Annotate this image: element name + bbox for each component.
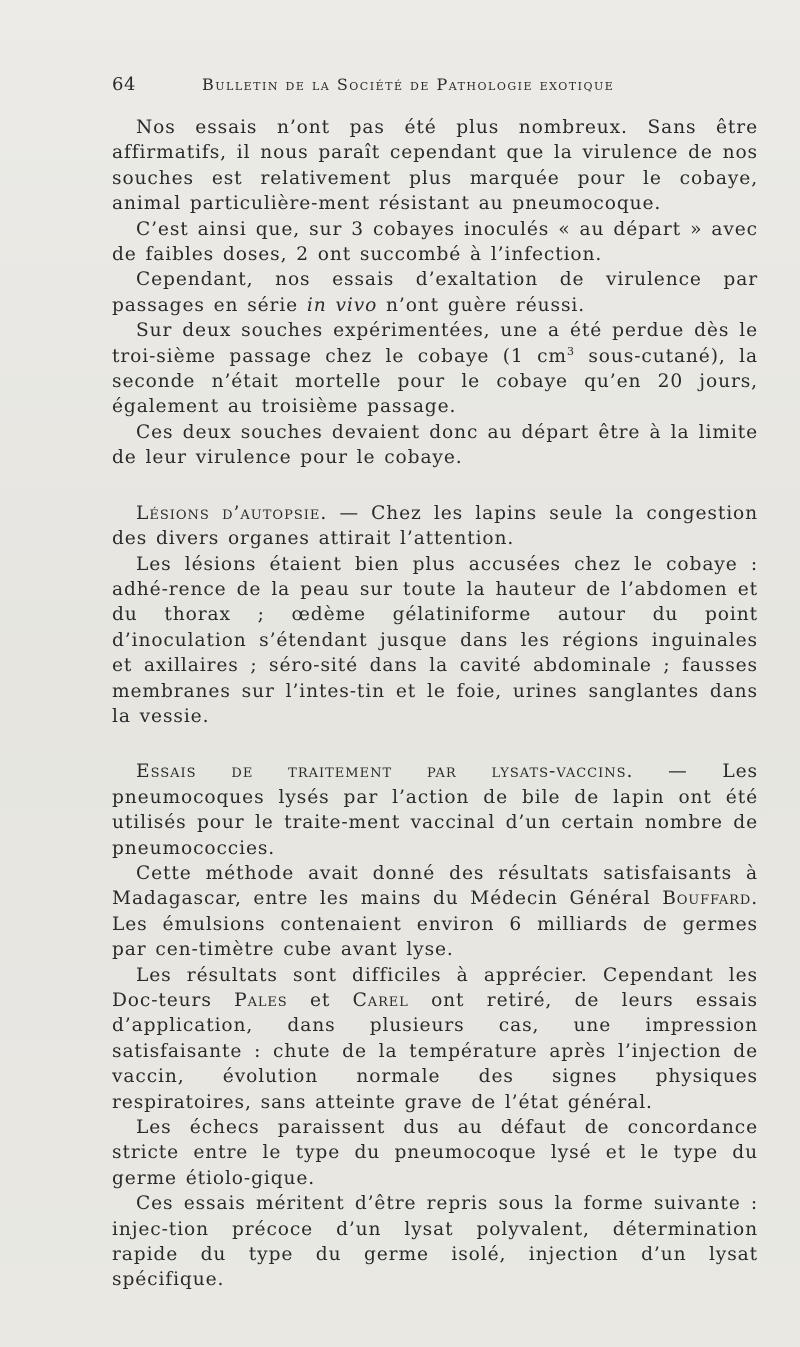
superscript: 3 — [566, 344, 575, 358]
section-gap — [112, 471, 758, 501]
author-name: Pales — [234, 990, 288, 1011]
paragraph-resultats — [112, 963, 758, 1115]
paragraph-text: sous-cutané), la seconde n’était mortelle pour le cobaye qu’en 20 jours, également au troisième passage. — [112, 345, 758, 418]
paragraph-essais-repris: Ces essais méritent d’être repris sous la forme suivante : injec-tion précoce d’un lysat polyvalent, détermination rapide du type du germe isolé, injection d’un lysat spécifique. — [112, 1193, 758, 1291]
paragraph-text: — Les pneumocoques lysés par l’action de bile de lapin ont été utilisés pour le traite-ment vaccinal d’un certain nombre de pneumococcies. — [112, 761, 758, 859]
author-name: Carel — [352, 990, 409, 1011]
paragraph-souches — [112, 318, 758, 420]
paragraph-limite: Ces deux souches devaient donc au départ être à la limite de leur virulence pour le cobaye. — [112, 421, 758, 469]
paragraph-lesions-autopsie — [112, 501, 758, 552]
paragraph-virulence: Nos essais n’ont pas été plus nombreux. Sans être affirmatifs, il nous paraît cependant que la virulence de nos souches est relativement plus marquée pour le cobaye, animal particulière-ment résistant au pneumocoque. — [112, 117, 758, 215]
body-text — [112, 115, 758, 1293]
paragraph-essais-traitement — [112, 759, 758, 861]
paragraph-echecs: Les échecs paraissent dus au défaut de concordance stricte entre le type du pneumocoque lysé et le type du germe étiolo-gique. — [112, 1117, 758, 1189]
paragraph-text: Les résultats sont difficiles à apprécier. Cependant les Doc-teurs — [112, 964, 758, 1011]
page-number: 64 — [112, 74, 136, 95]
paragraph-text: — Chez les lapins seule la congestion des divers organes attirait l’attention. — [112, 502, 759, 550]
section-gap — [112, 729, 758, 759]
paragraph-cobayes: C’est ainsi que, sur 3 cobayes inoculés « au départ » avec de faibles doses, 2 ont succombé à l’infection. — [112, 218, 758, 266]
paragraph-text: et — [287, 990, 353, 1011]
section-heading-lesions: Lésions d’autopsie. — [136, 502, 328, 524]
author-name: Bouffard — [662, 888, 752, 910]
italic-term: in vivo — [306, 294, 378, 316]
paragraph-methode — [112, 861, 758, 963]
paragraph-text: Sur deux souches expérimentées, une a été perdue dès le troi-sième passage chez le cobaye (1 cm — [112, 320, 758, 367]
page-header — [112, 66, 758, 102]
section-heading-traitement: Essais de traitement par lysats-vaccins. — [136, 761, 634, 783]
paragraph-lesions-cobaye: Les lésions étaient bien plus accusées chez le cobaye : adhé-rence de la peau sur toute la hauteur de l’abdomen et du thorax ; œdème gélatiniforme autour du point d’inoculation s’étendant jusque dans les régions inguinales et axillaires ; séro-sité dans la cavité abdominale ; fausses membranes sur l’intes-tin et le foie, urines sanglantes dans la vessie. — [112, 553, 758, 727]
running-title: Bulletin de la Société de Pathologie exotique — [202, 75, 615, 94]
paragraph-text: Cependant, nos essais d’exaltation de virulence par passages en série — [112, 269, 758, 316]
paragraph-text: ont retiré, de leurs essais d’application, dans plusieurs cas, une impression satisfaisante : chute de la température après l’injection de vaccin, évolution normale des signes physiques respiratoires, sans atteinte grave de l’état général. — [112, 990, 758, 1113]
paragraph-text: Cette méthode avait donné des résultats satisfaisants à Madagascar, entre les mains du Médecin Général — [112, 862, 758, 910]
paragraph-text: . Les émulsions contenaient environ 6 milliards de germes par cen-timètre cube avant lyse. — [112, 888, 758, 961]
paragraph-text: n’ont guère réussi. — [377, 294, 586, 316]
paragraph-exaltation — [112, 267, 758, 318]
